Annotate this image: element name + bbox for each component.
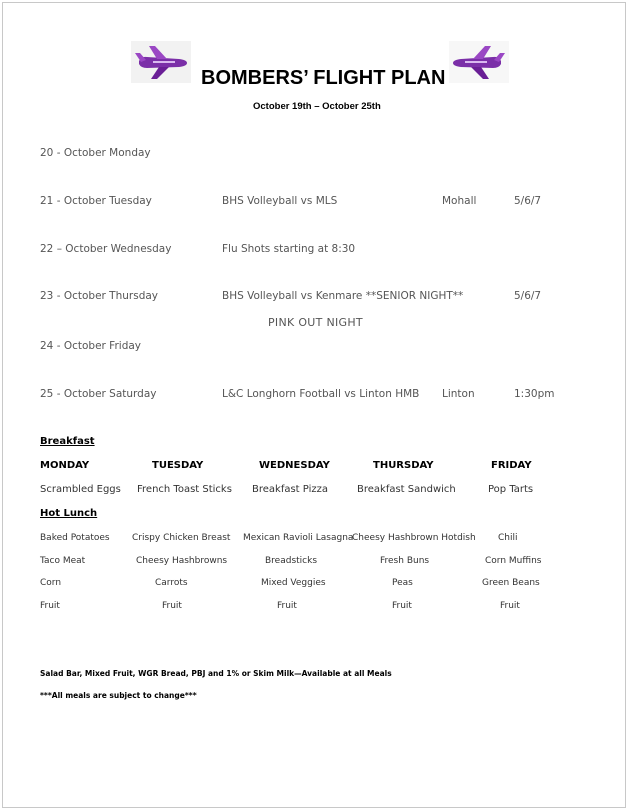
lunch-item: Fresh Buns [380, 556, 430, 566]
lunch-item: Mexican Ravioli Lasagna [243, 533, 354, 543]
pink-out-note: PINK OUT NIGHT [268, 316, 363, 329]
lunch-item: Fruit [392, 601, 412, 611]
schedule-day: 24 - October Friday [40, 340, 142, 352]
day-header: FRIDAY [491, 460, 532, 471]
lunch-item: Crispy Chicken Breast [132, 533, 231, 543]
day-header: THURSDAY [373, 460, 434, 471]
schedule-time: 5/6/7 [514, 195, 542, 207]
lunch-item: Taco Meat [40, 556, 86, 566]
lunch-item: Breadsticks [265, 556, 318, 566]
lunch-item: Fruit [162, 601, 182, 611]
lunch-item: Fruit [500, 601, 520, 611]
day-header: WEDNESDAY [259, 460, 330, 471]
lunch-item: Fruit [277, 601, 297, 611]
schedule-day: 22 – October Wednesday [40, 243, 172, 255]
lunch-item: Corn Muffins [485, 556, 542, 566]
schedule-location: Mohall [442, 195, 477, 207]
lunch-item: Cheesy Hashbrowns [136, 556, 228, 566]
schedule-time: 5/6/7 [514, 290, 542, 302]
schedule-location: Linton [442, 388, 475, 400]
lunch-item: Mixed Veggies [261, 578, 326, 588]
change-disclaimer: ***All meals are subject to change*** [40, 691, 197, 700]
breakfast-item: Breakfast Sandwich [357, 484, 456, 495]
lunch-item: Green Beans [482, 578, 540, 588]
breakfast-item: Scrambled Eggs [40, 484, 121, 495]
airplane-icon [131, 41, 191, 83]
schedule-day: 21 - October Tuesday [40, 195, 152, 207]
lunch-item: Peas [392, 578, 413, 588]
page-title: BOMBERS’ FLIGHT PLAN [201, 67, 446, 89]
lunch-item: Fruit [40, 601, 60, 611]
schedule-event: L&C Longhorn Football vs Linton HMB [222, 388, 420, 400]
day-header: TUESDAY [152, 460, 204, 471]
meal-note: Salad Bar, Mixed Fruit, WGR Bread, PBJ and 1% or Skim Milk—Available at all Meals [40, 669, 392, 678]
lunch-item: Chili [498, 533, 518, 543]
schedule-time: 1:30pm [514, 388, 555, 400]
schedule-event: Flu Shots starting at 8:30 [222, 243, 356, 255]
day-header: MONDAY [40, 460, 90, 471]
schedule-day: 23 - October Thursday [40, 290, 159, 302]
breakfast-item: Breakfast Pizza [252, 484, 328, 495]
lunch-item: Carrots [155, 578, 188, 588]
schedule-event: BHS Volleyball vs MLS [222, 195, 338, 207]
breakfast-item: French Toast Sticks [137, 484, 232, 495]
document-page [2, 2, 626, 808]
breakfast-item: Pop Tarts [488, 484, 534, 495]
schedule-day: 25 - October Saturday [40, 388, 157, 400]
lunch-item: Cheesy Hashbrown Hotdish [352, 533, 476, 543]
schedule-day: 20 - October Monday [40, 147, 151, 159]
hot-lunch-heading: Hot Lunch [40, 508, 98, 519]
lunch-item: Baked Potatoes [40, 533, 110, 543]
lunch-item: Corn [40, 578, 62, 588]
date-range: October 19th – October 25th [253, 101, 381, 112]
schedule-event: BHS Volleyball vs Kenmare **SENIOR NIGHT** [222, 290, 464, 302]
airplane-icon [449, 41, 509, 83]
breakfast-heading: Breakfast [40, 436, 95, 447]
